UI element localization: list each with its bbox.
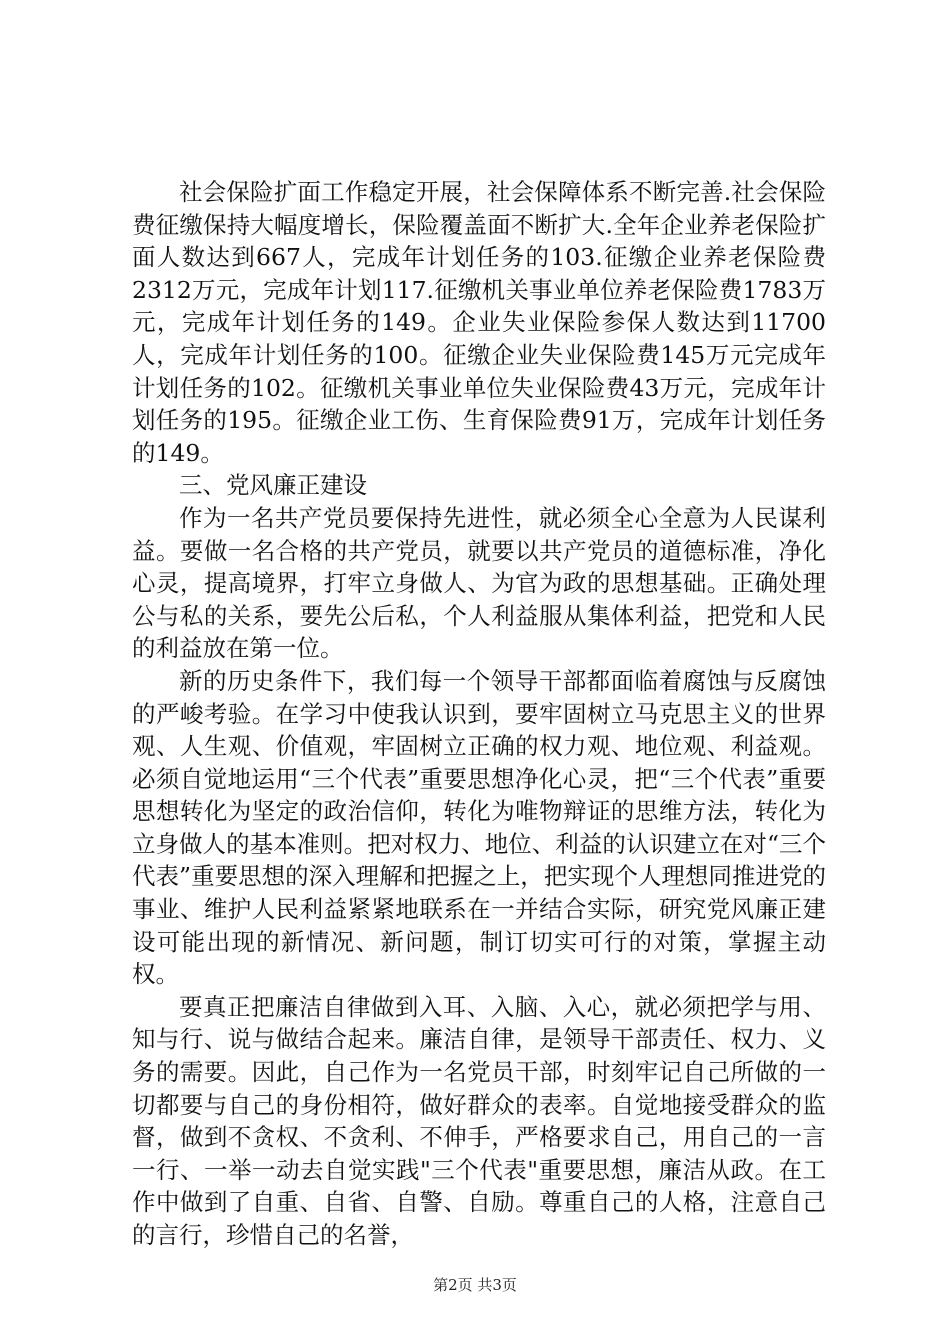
- paragraph-social-insurance: 社会保险扩面工作稳定开展，社会保障体系不断完善.社会保险费征缴保持大幅度增长，保险覆盖面不断扩大.全年企业养老保险扩面人数达到667人，完成年计划任务的103.征缴企业养老保险费2312万元，完成年计划117.征缴机关事业单位养老保险费1783万元，完成年计划任务的149。企业失业保险参保人数达到11700人，完成年计划任务的100。征缴企业失业保险费145万元完成年计划任务的102。征缴机关事业单位失业保险费43万元，完成年计划任务的195。征缴企业工伤、生育保险费91万，完成年计划任务的149。: [132, 178, 826, 467]
- paragraph-anti-corruption: 新的历史条件下，我们每一个领导干部都面临着腐蚀与反腐蚀的严峻考验。在学习中使我认识到，要牢固树立马克思主义的世界观、人生观、价值观，牢固树立正确的权力观、地位观、利益观。必须自觉地运用“三个代表”重要思想净化心灵，把“三个代表”重要思想转化为坚定的政治信仰，转化为唯物辩证的思维方法，转化为立身做人的基本准则。把对权力、地位、利益的认识建立在对“三个代表”重要思想的深入理解和把握之上，把实现个人理想同推进党的事业、维护人民利益紧紧地联系在一并结合实际，研究党风廉正建设可能出现的新情况、新问题，制订切实可行的对策，掌握主动权。: [132, 666, 826, 989]
- paragraph-self-discipline: 要真正把廉洁自律做到入耳、入脑、入心，就必须把学与用、知与行、说与做结合起来。廉洁自律，是领导干部责任、权力、义务的需要。因此，自己作为一名党员干部，时刻牢记自己所做的一切都要与自己的身份相符，做好群众的表率。自觉地接受群众的监督，做到不贪权、不贪利、不伸手，严格要求自己，用自己的一言一行、一举一动去自觉实践"三个代表"重要思想，廉洁从政。在工作中做到了自重、自省、自警、自励。尊重自己的人格，注意自己的言行，珍惜自己的名誉，: [132, 992, 826, 1249]
- section-heading: 三、党风廉正建设: [179, 471, 367, 500]
- page-number-footer: 第2页 共3页: [433, 1276, 517, 1294]
- document-body: [132, 176, 826, 1252]
- paragraph-party-member: 作为一名共产党员要保持先进性，就必须全心全意为人民谋利益。要做一名合格的共产党员，就要以共产党员的道德标准，净化心灵，提高境界，打牢立身做人、为官为政的思想基础。正确处理公与私的关系，要先公后私，个人利益服从集体利益，把党和人民的利益放在第一位。: [132, 503, 826, 663]
